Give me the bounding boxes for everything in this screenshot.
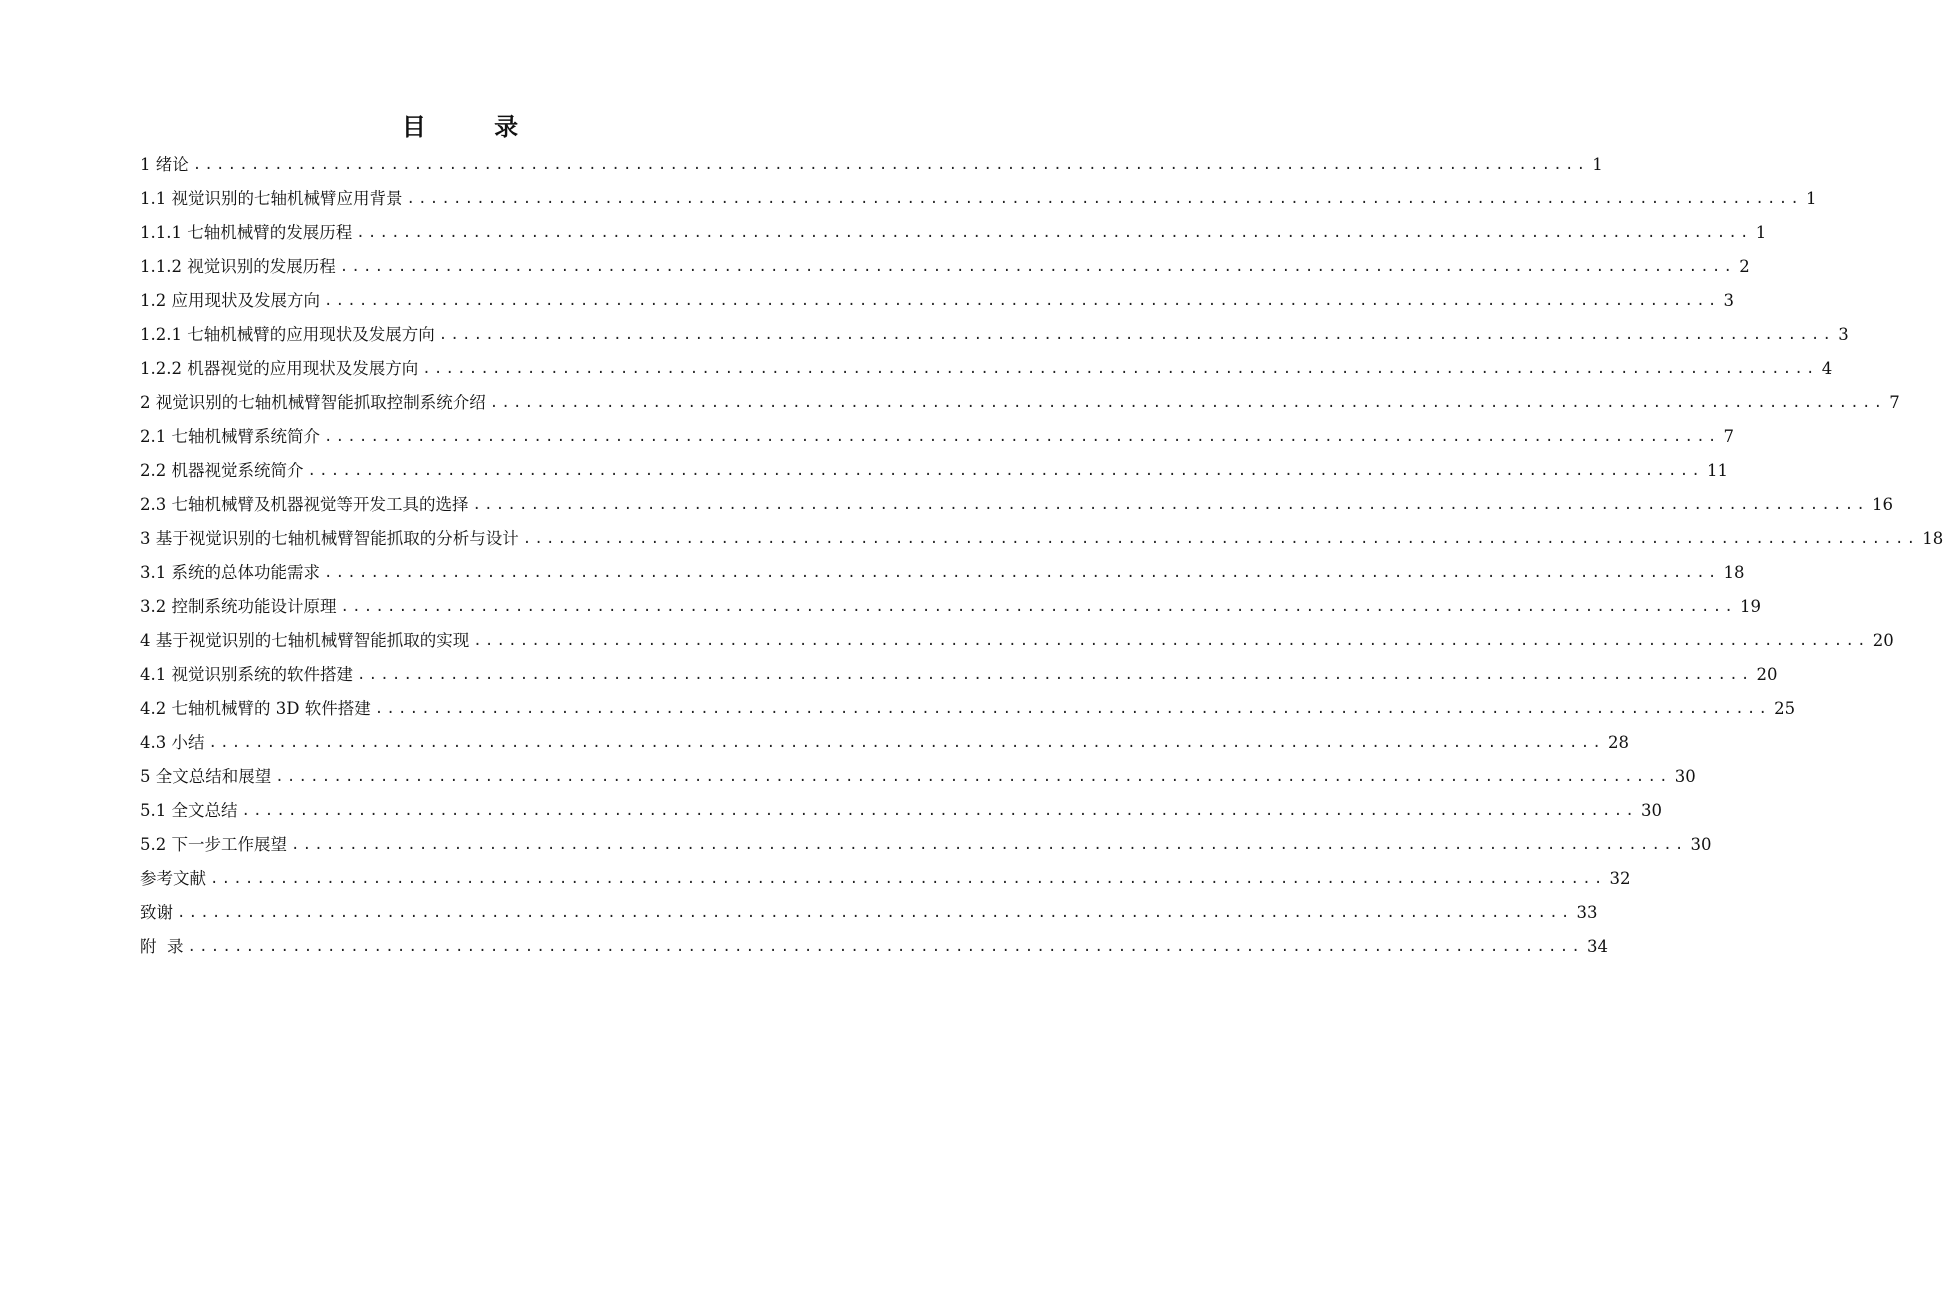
toc-title: 目 录 bbox=[401, 112, 549, 141]
toc-entry-label: 2.1 七轴机械臂系统简介 bbox=[140, 427, 320, 446]
toc-entry-label: 1.2.2 机器视觉的应用现状及发展方向 bbox=[140, 359, 419, 378]
toc-entry-label: 4.2 七轴机械臂的 3D 软件搭建 bbox=[140, 699, 371, 718]
toc-entry-label: 4.1 视觉识别系统的软件搭建 bbox=[140, 665, 353, 684]
toc-entry-label: 4 基于视觉识别的七轴机械臂智能抓取的实现 bbox=[140, 631, 470, 650]
toc-entry-label: 1 绪论 bbox=[140, 155, 189, 174]
toc-leader-dots: ........................................................................................................................ bbox=[356, 225, 1752, 241]
toc-leader-dots: ........................................................................................................................ bbox=[192, 157, 1589, 173]
toc-entry[interactable] bbox=[140, 216, 1767, 250]
toc-entry-page: 3 bbox=[1838, 325, 1849, 344]
toc-entry[interactable] bbox=[140, 284, 1734, 318]
toc-entry[interactable] bbox=[140, 692, 1796, 726]
toc-entry-page: 1 bbox=[1805, 189, 1817, 208]
toc-leader-dots: ........................................................................................................................ bbox=[438, 327, 1835, 343]
toc-entry[interactable] bbox=[140, 896, 1598, 930]
toc-entry-label: 2 视觉识别的七轴机械臂智能抓取控制系统介绍 bbox=[140, 393, 486, 412]
toc-entry-page: 25 bbox=[1774, 699, 1796, 718]
toc-entry-label: 2.3 七轴机械臂及机器视觉等开发工具的选择 bbox=[140, 495, 469, 514]
toc-entry-label: 参考文献 bbox=[140, 869, 206, 888]
toc-entry-label: 1.2 应用现状及发展方向 bbox=[140, 291, 320, 310]
toc-list bbox=[140, 148, 1943, 964]
toc-entry-label: 5 全文总结和展望 bbox=[140, 767, 272, 786]
toc-leader-dots: ........................................................................................................................ bbox=[472, 497, 1868, 513]
toc-leader-dots: ........................................................................................................................ bbox=[489, 395, 1886, 411]
toc-entry-label: 3.2 控制系统功能设计原理 bbox=[140, 597, 337, 616]
toc-leader-dots: ........................................................................................................................ bbox=[275, 769, 1671, 785]
toc-entry-label: 1.2.1 七轴机械臂的应用现状及发展方向 bbox=[140, 325, 435, 344]
toc-entry[interactable] bbox=[140, 420, 1734, 454]
toc-entry-label: 3.1 系统的总体功能需求 bbox=[140, 563, 320, 582]
toc-entry[interactable] bbox=[140, 930, 1608, 964]
toc-entry[interactable] bbox=[140, 182, 1817, 216]
toc-leader-dots: ........................................................................................................................ bbox=[422, 361, 1818, 377]
toc-leader-dots: ........................................................................................................................ bbox=[291, 837, 1687, 853]
toc-leader-dots: ........................................................................................................................ bbox=[324, 429, 1720, 445]
toc-entry[interactable] bbox=[140, 658, 1778, 692]
toc-entry-label: 1.1 视觉识别的七轴机械臂应用背景 bbox=[140, 189, 403, 208]
toc-leader-dots: ........................................................................................................................ bbox=[357, 667, 1753, 683]
toc-entry-label: 3 基于视觉识别的七轴机械臂智能抓取的分析与设计 bbox=[140, 529, 519, 548]
toc-entry-page: 30 bbox=[1674, 767, 1696, 786]
toc-leader-dots: ........................................................................................................................ bbox=[177, 905, 1573, 921]
toc-entry[interactable] bbox=[140, 556, 1745, 590]
toc-entry[interactable] bbox=[140, 352, 1833, 386]
toc-entry[interactable] bbox=[140, 726, 1629, 760]
toc-entry[interactable] bbox=[140, 250, 1750, 284]
toc-entry[interactable] bbox=[140, 488, 1893, 522]
toc-entry-page: 16 bbox=[1871, 495, 1893, 514]
toc-entry[interactable] bbox=[140, 522, 1943, 556]
toc-entry-page: 34 bbox=[1586, 937, 1608, 956]
toc-entry-page: 20 bbox=[1756, 665, 1778, 684]
toc-entry[interactable] bbox=[140, 386, 1900, 420]
toc-entry-label: 4.3 小结 bbox=[140, 733, 205, 752]
toc-entry-label: 5.1 全文总结 bbox=[140, 801, 238, 820]
toc-entry-page: 1 bbox=[1592, 155, 1603, 174]
toc-leader-dots: ........................................................................................................................ bbox=[307, 463, 1703, 479]
toc-leader-dots: ........................................................................................................................ bbox=[241, 803, 1637, 819]
toc-leader-dots: ........................................................................................................................ bbox=[473, 633, 1869, 649]
toc-entry-page: 2 bbox=[1739, 257, 1750, 276]
toc-leader-dots: ........................................................................................................................ bbox=[374, 701, 1771, 717]
toc-entry[interactable] bbox=[140, 794, 1662, 828]
toc-entry-page: 30 bbox=[1690, 835, 1712, 854]
toc-entry-page: 7 bbox=[1723, 427, 1734, 446]
toc-entry-page: 28 bbox=[1607, 733, 1629, 752]
toc-entry[interactable] bbox=[140, 760, 1696, 794]
toc-entry[interactable] bbox=[140, 148, 1603, 182]
toc-entry-label: 2.2 机器视觉系统简介 bbox=[140, 461, 304, 480]
toc-entry-label: 5.2 下一步工作展望 bbox=[140, 835, 287, 854]
toc-entry-page: 20 bbox=[1872, 631, 1894, 650]
toc-leader-dots: ........................................................................................................................ bbox=[522, 531, 1919, 547]
toc-leader-dots: ........................................................................................................................ bbox=[208, 735, 1604, 751]
toc-entry-page: 32 bbox=[1609, 869, 1631, 888]
toc-entry[interactable] bbox=[140, 862, 1631, 896]
toc-entry[interactable] bbox=[140, 590, 1761, 624]
toc-entry[interactable] bbox=[140, 318, 1849, 352]
toc-entry-page: 11 bbox=[1706, 461, 1728, 480]
toc-entry-page: 19 bbox=[1739, 597, 1761, 616]
toc-leader-dots: ........................................................................................................................ bbox=[187, 939, 1583, 955]
toc-entry[interactable] bbox=[140, 624, 1894, 658]
toc-entry[interactable] bbox=[140, 828, 1712, 862]
toc-entry-label: 1.1.1 七轴机械臂的发展历程 bbox=[140, 223, 353, 242]
toc-leader-dots: ........................................................................................................................ bbox=[210, 871, 1606, 887]
toc-entry-label: 致谢 bbox=[140, 903, 173, 922]
toc-leader-dots: ........................................................................................................................ bbox=[340, 599, 1736, 615]
toc-entry[interactable] bbox=[140, 454, 1728, 488]
toc-entry-page: 1 bbox=[1755, 223, 1767, 242]
toc-entry-page: 30 bbox=[1640, 801, 1662, 820]
toc-entry-label: 附 录 bbox=[140, 937, 184, 956]
toc-leader-dots: ........................................................................................................................ bbox=[339, 259, 1736, 275]
toc-entry-page: 18 bbox=[1723, 563, 1745, 582]
toc-leader-dots: ........................................................................................................................ bbox=[324, 293, 1720, 309]
toc-entry-page: 33 bbox=[1576, 903, 1598, 922]
toc-entry-page: 18 bbox=[1922, 529, 1943, 548]
toc-leader-dots: ........................................................................................................................ bbox=[324, 565, 1720, 581]
toc-entry-label: 1.1.2 视觉识别的发展历程 bbox=[140, 257, 336, 276]
toc-entry-page: 4 bbox=[1821, 359, 1833, 378]
toc-entry-page: 7 bbox=[1889, 393, 1900, 412]
toc-leader-dots: ........................................................................................................................ bbox=[406, 191, 1802, 207]
toc-entry-page: 3 bbox=[1723, 291, 1734, 310]
